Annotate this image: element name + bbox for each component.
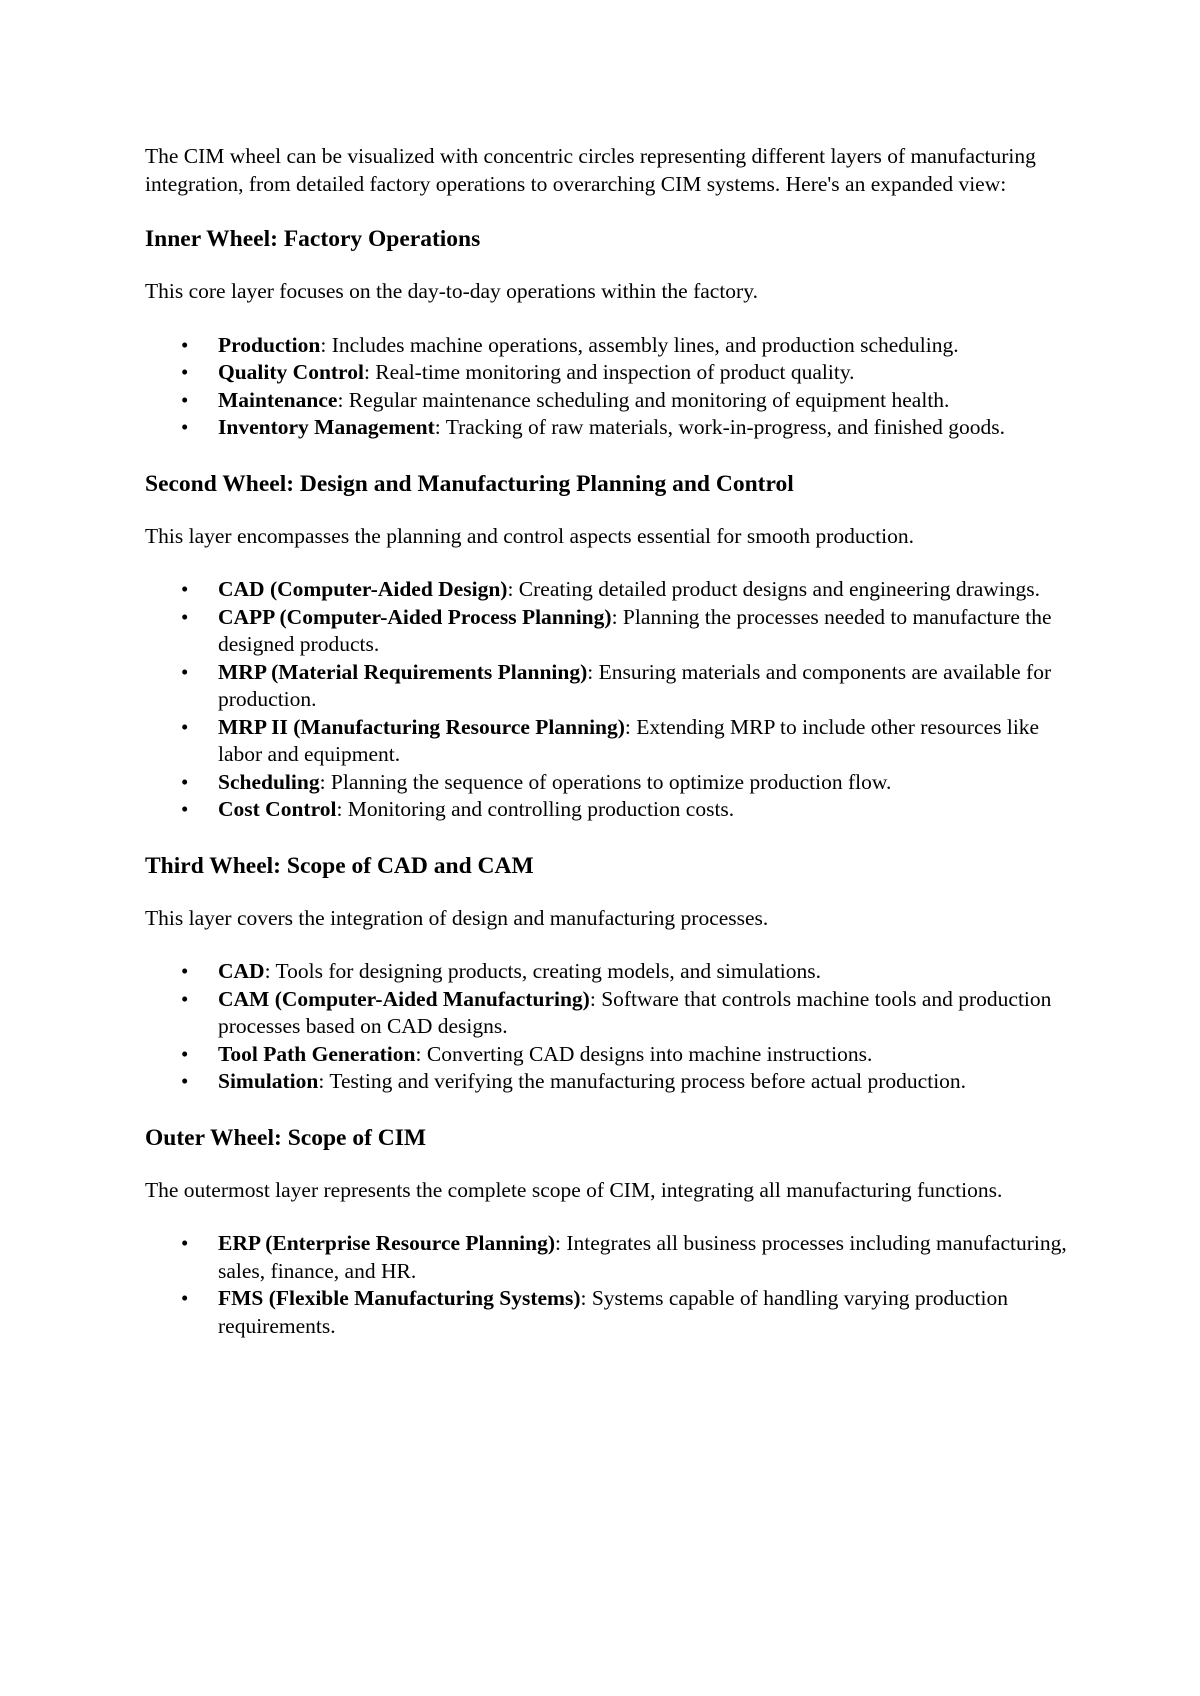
- bullet-icon: •: [181, 797, 189, 821]
- bullet-icon: •: [181, 387, 189, 412]
- section-heading: Outer Wheel: Scope of CIM: [145, 1124, 427, 1151]
- list-item: [145, 604, 1085, 659]
- item-term: CAM (Computer-Aided Manufacturing): [218, 986, 590, 1011]
- bullet-icon: •: [181, 986, 189, 1011]
- item-desc: : Real-time monitoring and inspection of product quality.: [363, 360, 855, 384]
- item-term: CAD: [218, 959, 265, 983]
- list-item: [145, 1285, 1085, 1340]
- list-item: [145, 714, 1085, 769]
- list-item: [145, 796, 1085, 824]
- bullet-icon: •: [181, 1231, 189, 1255]
- list-item: [145, 769, 1085, 797]
- item-term: Tool Path Generation: [218, 1041, 416, 1066]
- bullet-icon: •: [181, 714, 189, 739]
- item-desc: : Integrates all business processes including manufacturing, sales, finance, and HR.: [218, 1231, 1067, 1283]
- item-desc: : Ensuring materials and components are available for production.: [218, 659, 1052, 711]
- item-term: Production: [218, 332, 321, 357]
- bullet-icon: •: [181, 659, 189, 684]
- item-desc: : Tracking of raw materials, work-in-progress, and finished goods.: [434, 415, 1006, 439]
- section-second-wheel: [145, 470, 1085, 824]
- section-intro: This layer covers the integration of design and manufacturing processes.: [145, 905, 769, 930]
- item-term: Maintenance: [218, 387, 338, 412]
- section-outer-wheel: [145, 1124, 1085, 1341]
- bullet-icon: •: [181, 1041, 189, 1066]
- list-item: [145, 659, 1085, 714]
- item-term: CAPP (Computer-Aided Process Planning): [218, 604, 612, 629]
- list-item: [145, 359, 1085, 387]
- bullet-list: [145, 1230, 1085, 1340]
- item-term: MRP II (Manufacturing Resource Planning): [218, 714, 625, 739]
- item-term: Simulation: [218, 1069, 319, 1093]
- item-term: FMS (Flexible Manufacturing Systems): [218, 1286, 581, 1310]
- section-heading: Second Wheel: Design and Manufacturing Planning and Control: [145, 470, 794, 497]
- bullet-list: [145, 576, 1085, 824]
- item-desc: : Testing and verifying the manufacturing process before actual production.: [318, 1069, 967, 1093]
- item-desc: : Converting CAD designs into machine instructions.: [415, 1041, 873, 1066]
- item-desc: : Includes machine operations, assembly lines, and production scheduling.: [320, 332, 959, 357]
- section-third-wheel: [145, 852, 1085, 1096]
- section-intro: The outermost layer represents the complete scope of CIM, integrating all manufacturing functions.: [145, 1177, 1003, 1202]
- bullet-icon: •: [181, 415, 189, 439]
- list-item: [145, 1041, 1085, 1069]
- bullet-icon: •: [181, 604, 189, 629]
- item-term: MRP (Material Requirements Planning): [218, 659, 588, 684]
- bullet-list: [145, 332, 1085, 442]
- bullet-icon: •: [181, 769, 189, 794]
- list-item: [145, 958, 1085, 986]
- bullet-icon: •: [181, 1069, 189, 1093]
- item-desc: : Software that controls machine tools and production processes based on CAD designs.: [218, 986, 1052, 1038]
- bullet-icon: •: [181, 1286, 189, 1310]
- bullet-list: [145, 958, 1085, 1096]
- item-term: CAD (Computer-Aided Design): [218, 577, 508, 601]
- item-desc: : Extending MRP to include other resources like labor and equipment.: [218, 714, 1040, 766]
- item-desc: : Planning the processes needed to manufacture the designed products.: [218, 604, 1052, 656]
- bullet-icon: •: [181, 332, 189, 357]
- section-inner-wheel: [145, 225, 1085, 442]
- item-desc: : Systems capable of handling varying production requirements.: [218, 1286, 1009, 1338]
- document-page: [145, 143, 1085, 1368]
- section-heading: Third Wheel: Scope of CAD and CAM: [145, 852, 534, 879]
- item-term: Cost Control: [218, 797, 337, 821]
- intro-paragraph: The CIM wheel can be visualized with concentric circles representing different layers of manufacturing integration, from detailed factory operations to overarching CIM systems. Here's an expanded view:: [145, 144, 1036, 196]
- section-intro: This core layer focuses on the day-to-day operations within the factory.: [145, 279, 758, 303]
- item-term: ERP (Enterprise Resource Planning): [218, 1231, 556, 1255]
- list-item: [145, 414, 1085, 442]
- item-term: Inventory Management: [218, 415, 435, 439]
- list-item: [145, 1068, 1085, 1096]
- bullet-icon: •: [181, 360, 189, 384]
- item-desc: : Monitoring and controlling production costs.: [336, 797, 735, 821]
- item-term: Quality Control: [218, 360, 364, 384]
- list-item: [145, 986, 1085, 1041]
- section-heading: Inner Wheel: Factory Operations: [145, 226, 481, 252]
- section-intro: This layer encompasses the planning and control aspects essential for smooth production.: [145, 523, 915, 548]
- item-desc: : Regular maintenance scheduling and monitoring of equipment health.: [337, 387, 950, 412]
- list-item: [145, 332, 1085, 360]
- item-desc: : Planning the sequence of operations to optimize production flow.: [319, 769, 892, 794]
- list-item: [145, 387, 1085, 415]
- bullet-icon: •: [181, 577, 189, 601]
- item-desc: : Tools for designing products, creating models, and simulations.: [264, 959, 822, 983]
- item-term: Scheduling: [218, 769, 320, 794]
- item-desc: : Creating detailed product designs and engineering drawings.: [507, 577, 1041, 601]
- bullet-icon: •: [181, 959, 189, 983]
- list-item: [145, 576, 1085, 604]
- list-item: [145, 1230, 1085, 1285]
